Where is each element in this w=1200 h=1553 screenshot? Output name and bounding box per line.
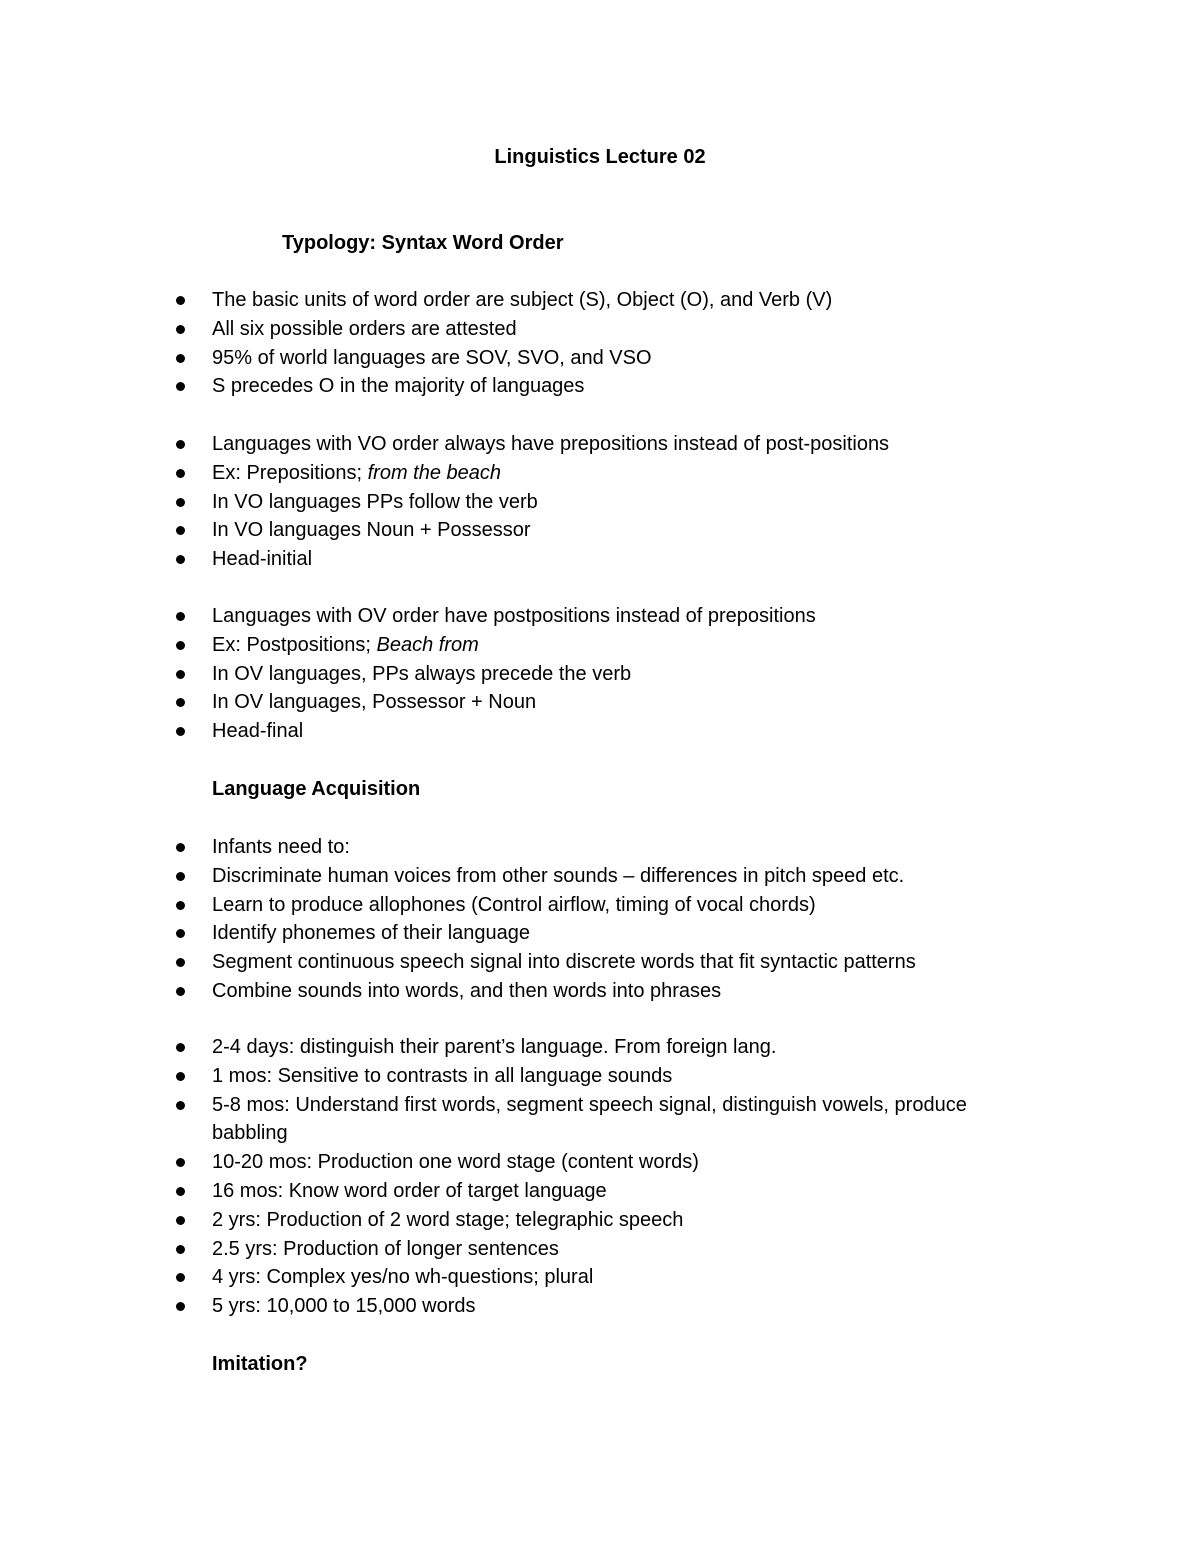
list-item: Ex: Postpositions; Beach from bbox=[0, 631, 1200, 660]
list-item: Languages with VO order always have prepositions instead of post-positions bbox=[0, 430, 1200, 459]
bullet-icon bbox=[176, 1043, 185, 1052]
bullet-icon bbox=[176, 727, 185, 736]
list-item: 2-4 days: distinguish their parent’s language. From foreign lang. bbox=[0, 1033, 1200, 1062]
bullet-icon bbox=[176, 354, 185, 363]
list-item: 1 mos: Sensitive to contrasts in all language sounds bbox=[0, 1062, 1200, 1091]
imitation-heading: Imitation? bbox=[212, 1353, 308, 1375]
word-order-basics-list bbox=[0, 286, 1200, 401]
list-item: Learn to produce allophones (Control airflow, timing of vocal chords) bbox=[0, 891, 1200, 920]
list-item: 2 yrs: Production of 2 word stage; telegraphic speech bbox=[0, 1206, 1200, 1235]
list-item: 95% of world languages are SOV, SVO, and VSO bbox=[0, 344, 1200, 373]
typology-heading: Typology: Syntax Word Order bbox=[282, 232, 564, 254]
list-item: In OV languages, Possessor + Noun bbox=[0, 688, 1200, 717]
bullet-icon bbox=[176, 1245, 185, 1254]
bullet-icon bbox=[176, 382, 185, 391]
infant-needs-list bbox=[0, 833, 1200, 1006]
list-item: In VO languages PPs follow the verb bbox=[0, 488, 1200, 517]
bullet-icon bbox=[176, 440, 185, 449]
vo-languages-list bbox=[0, 430, 1200, 574]
bullet-icon bbox=[176, 843, 185, 852]
list-item: In OV languages, PPs always precede the verb bbox=[0, 660, 1200, 689]
bullet-icon bbox=[176, 901, 185, 910]
bullet-icon bbox=[176, 641, 185, 650]
list-item: All six possible orders are attested bbox=[0, 315, 1200, 344]
list-item: Identify phonemes of their language bbox=[0, 919, 1200, 948]
ov-languages-list bbox=[0, 602, 1200, 746]
bullet-icon bbox=[176, 296, 185, 305]
list-item: 5-8 mos: Understand first words, segment speech signal, distinguish vowels, produce babbling bbox=[0, 1091, 1042, 1149]
bullet-icon bbox=[176, 1273, 185, 1282]
list-item: In VO languages Noun + Possessor bbox=[0, 516, 1200, 545]
bullet-icon bbox=[176, 498, 185, 507]
bullet-icon bbox=[176, 670, 185, 679]
example-phrase: from the beach bbox=[367, 461, 502, 484]
list-item: Segment continuous speech signal into discrete words that fit syntactic patterns bbox=[0, 948, 1200, 977]
list-item: Head-initial bbox=[0, 545, 1200, 574]
bullet-icon bbox=[176, 555, 185, 564]
example-phrase: Beach from bbox=[376, 633, 479, 656]
list-item: Combine sounds into words, and then words into phrases bbox=[0, 977, 1200, 1006]
bullet-icon bbox=[176, 872, 185, 881]
bullet-icon bbox=[176, 1101, 185, 1110]
bullet-icon bbox=[176, 526, 185, 535]
bullet-icon bbox=[176, 612, 185, 621]
list-item: Infants need to: bbox=[0, 833, 1200, 862]
list-item: Languages with OV order have postpositions instead of prepositions bbox=[0, 602, 1200, 631]
bullet-icon bbox=[176, 929, 185, 938]
bullet-icon bbox=[176, 1187, 185, 1196]
bullet-icon bbox=[176, 958, 185, 967]
list-item: 2.5 yrs: Production of longer sentences bbox=[0, 1235, 1200, 1264]
list-item: S precedes O in the majority of languages bbox=[0, 372, 1200, 401]
list-item: Head-final bbox=[0, 717, 1200, 746]
bullet-icon bbox=[176, 1302, 185, 1311]
bullet-icon bbox=[176, 325, 185, 334]
bullet-icon bbox=[176, 987, 185, 996]
list-item: Discriminate human voices from other sounds – differences in pitch speed etc. bbox=[0, 862, 1200, 891]
list-item: 10-20 mos: Production one word stage (content words) bbox=[0, 1148, 1200, 1177]
list-item: 16 mos: Know word order of target language bbox=[0, 1177, 1200, 1206]
bullet-icon bbox=[176, 698, 185, 707]
bullet-icon bbox=[176, 1072, 185, 1081]
list-item: 4 yrs: Complex yes/no wh-questions; plural bbox=[0, 1263, 1200, 1292]
bullet-icon bbox=[176, 1158, 185, 1167]
document-title: Linguistics Lecture 02 bbox=[494, 146, 706, 168]
bullet-icon bbox=[176, 469, 185, 478]
list-item: The basic units of word order are subject (S), Object (O), and Verb (V) bbox=[0, 286, 1200, 315]
milestones-list bbox=[0, 1033, 1200, 1321]
list-item: Ex: Prepositions; from the beach bbox=[0, 459, 1200, 488]
bullet-icon bbox=[176, 1216, 185, 1225]
list-item: 5 yrs: 10,000 to 15,000 words bbox=[0, 1292, 1200, 1321]
acquisition-heading: Language Acquisition bbox=[212, 778, 421, 800]
